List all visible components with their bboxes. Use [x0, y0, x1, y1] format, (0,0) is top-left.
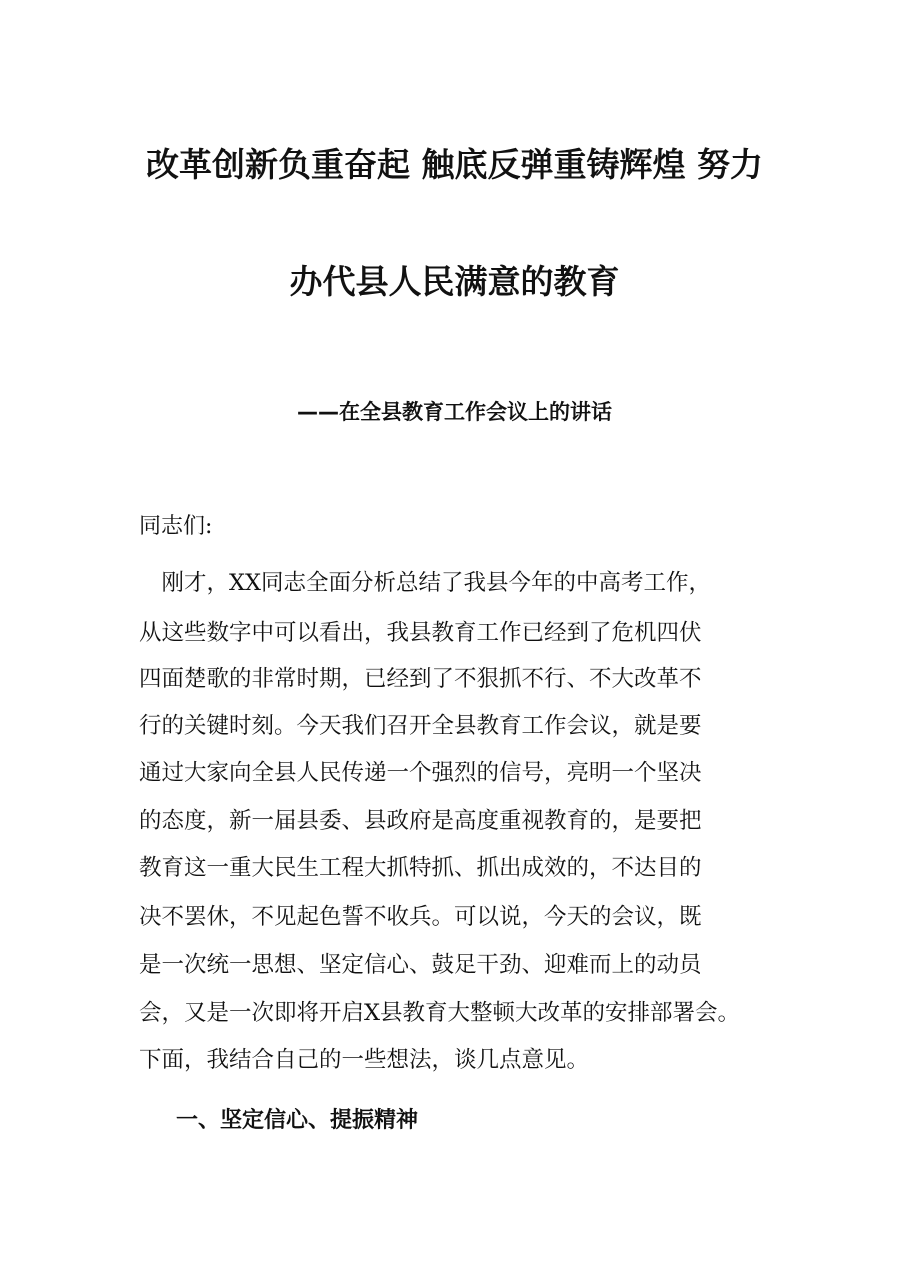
- paragraph-line: 是一次统一思想、坚定信心、鼓足干劲、迎难而上的动员: [139, 952, 702, 978]
- paragraph-line: 下面，我结合自己的一些想法，谈几点意见。: [139, 1047, 590, 1073]
- paragraph-line: 教育这一重大民生工程大抓特抓、抓出成效的，不达目的: [139, 855, 702, 881]
- paragraph-line: 四面楚歌的非常时期，已经到了不狠抓不行、不大改革不: [139, 666, 702, 692]
- paragraph-line: 的态度，新一届县委、县政府是高度重视教育的，是要把: [139, 808, 702, 834]
- paragraph-line: 会，又是一次即将开启X县教育大整顿大改革的安排部署会。: [139, 1000, 741, 1026]
- document-title-line-2: 办代县人民满意的教育: [289, 262, 620, 301]
- document-subtitle: ——在全县教育工作会议上的讲话: [297, 400, 612, 424]
- paragraph-line: 刚才，XX同志全面分析总结了我县今年的中高考工作，: [139, 570, 712, 596]
- section-heading: 一、坚定信心、提振精神: [176, 1108, 419, 1133]
- document-title-line-1: 改革创新负重奋起 触底反弹重铸辉煌 努力: [146, 145, 763, 184]
- salutation: 同志们:: [139, 514, 213, 539]
- paragraph-line: 通过大家向全县人民传递一个强烈的信号，亮明一个坚决: [139, 760, 702, 786]
- paragraph-line: 从这些数字中可以看出，我县教育工作已经到了危机四伏: [139, 620, 702, 646]
- paragraph-line: 行的关键时刻。今天我们召开全县教育工作会议，就是要: [139, 713, 702, 739]
- paragraph-line: 决不罢休，不见起色誓不收兵。可以说，今天的会议，既: [139, 904, 702, 930]
